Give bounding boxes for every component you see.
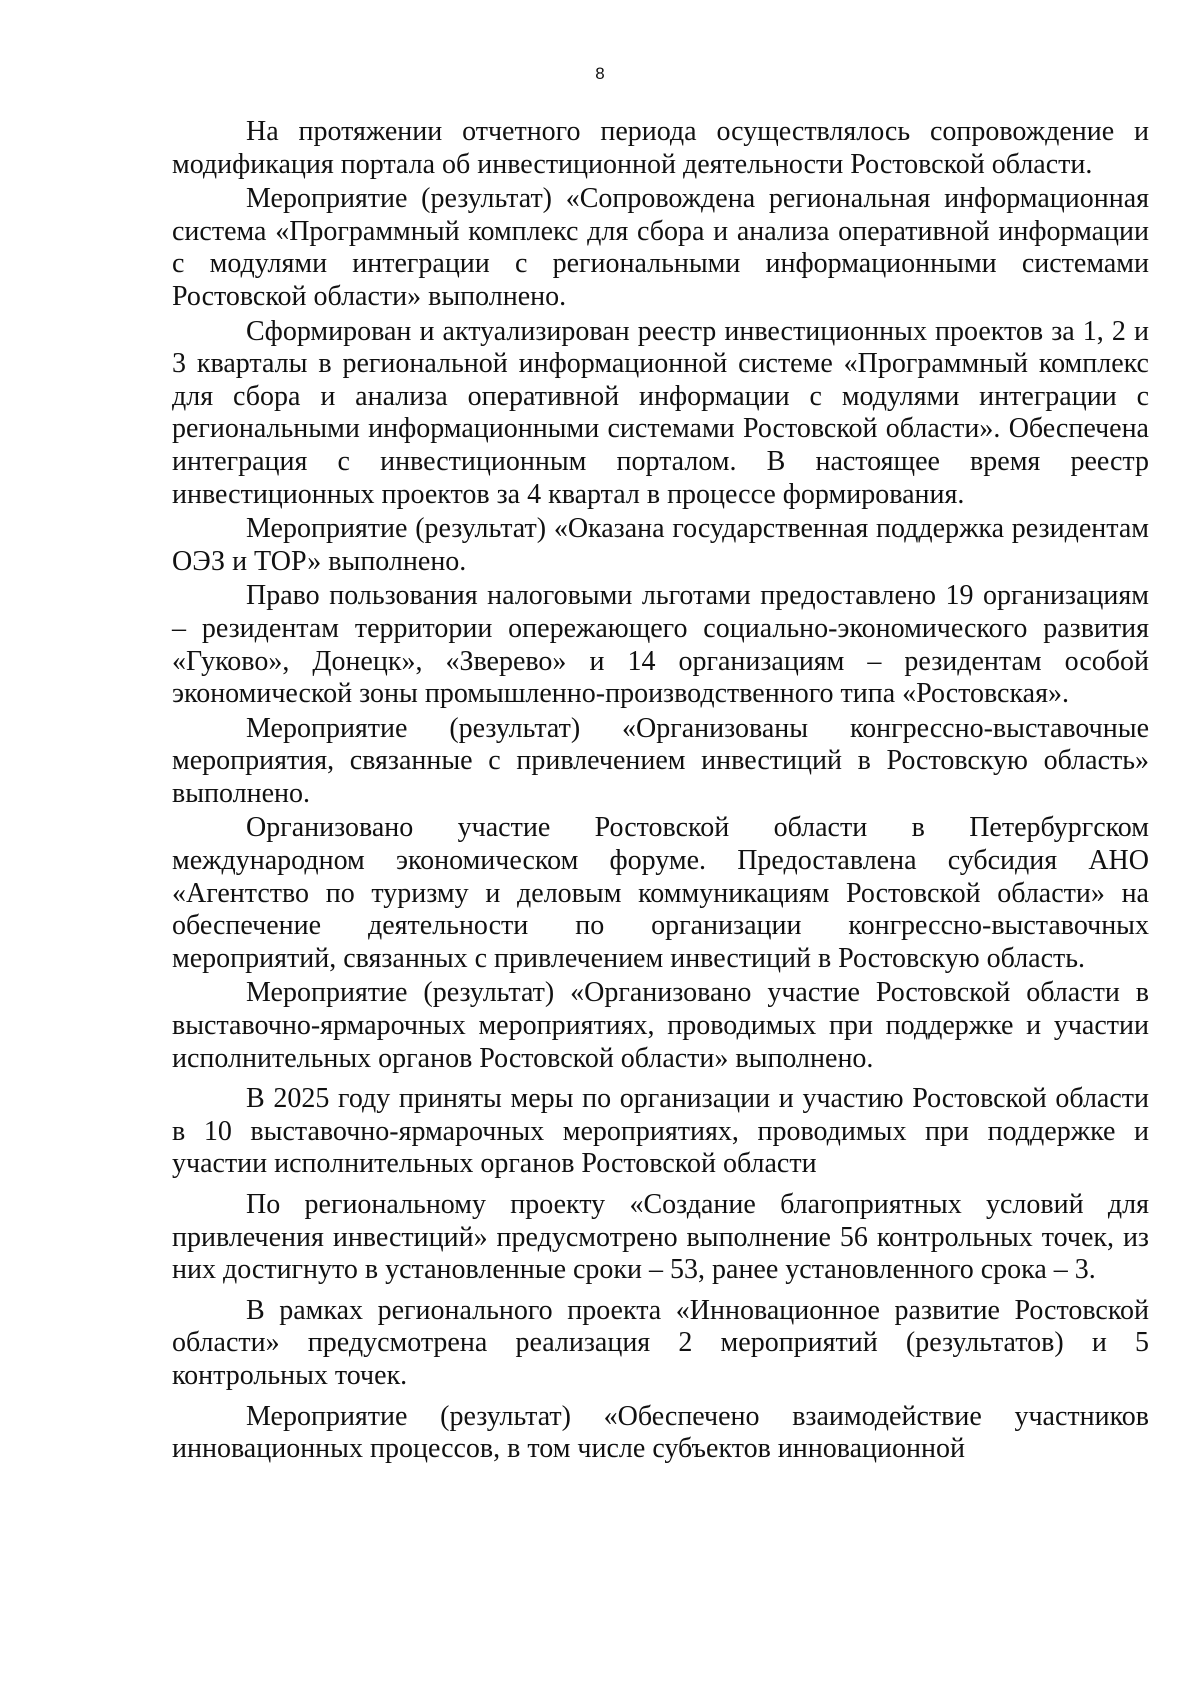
paragraph-exhibitions-result: Мероприятие (результат) «Организовано участие Ростовской области в выставочно-ярмарочных мероприятиях, проводимых при поддержке и участии исполнительных органов Ростовской области» выполнено.	[172, 977, 1149, 1074]
paragraph-spief-participation: Организовано участие Ростовской области в Петербургском международном экономическом форуме. Предоставлена субсидия АНО «Агентство по туризму и деловым коммуникациям Ростовской области» на обеспечение деятельности по организации конгрессно-выставочных мероприятий, связанных с привлечением инвестиций в Ростовскую область.	[172, 812, 1149, 974]
paragraph-support-residents-result: Мероприятие (результат) «Оказана государственная поддержка резидентам ОЭЗ и ТОР» выполнено.	[172, 513, 1149, 577]
paragraph-investment-registry: Сформирован и актуализирован реестр инвестиционных проектов за 1, 2 и 3 кварталы в региональной информационной системе «Программный комплекс для сбора и анализа оперативной информации с модулями интеграции с региональными информационными системами Ростовской области». Обеспечена интеграция с инвестиционным порталом. В настоящее время реестр инвестиционных проектов за 4 квартал в процессе формирования.	[172, 315, 1149, 510]
paragraph-portal-maintenance: На протяжении отчетного периода осуществлялось сопровождение и модификация портала об инвестиционной деятельности Ростовской области.	[172, 116, 1149, 180]
paragraph-tax-benefits: Право пользования налоговыми льготами предоставлено 19 организациям – резидентам территории опережающего социально-экономического развития «Гуково», Донецк», «Зверево» и 14 организациям – резидентам особой экономической зоны промышленно-производственного типа «Ростовская».	[172, 580, 1149, 710]
paragraph-innovation-project: В рамках регионального проекта «Инновационное развитие Ростовской области» предусмотрена реализация 2 мероприятий (результатов) и 5 контрольных точек.	[172, 1294, 1149, 1391]
page-number: 8	[595, 64, 605, 83]
document-body	[172, 116, 1149, 1468]
paragraph-control-points: По региональному проекту «Создание благоприятных условий для привлечения инвестиций» предусмотрено выполнение 56 контрольных точек, из них достигнуто в установленные сроки – 53, ранее установленного срока – 3.	[172, 1189, 1149, 1286]
paragraph-congress-events-result: Мероприятие (результат) «Организованы конгрессно-выставочные мероприятия, связанные с привлечением инвестиций в Ростовскую область» выполнено.	[172, 712, 1149, 809]
paragraph-regional-system-result: Мероприятие (результат) «Сопровождена региональная информационная система «Программный комплекс для сбора и анализа оперативной информации с модулями интеграции с региональными информационными системами Ростовской области» выполнено.	[172, 183, 1149, 312]
paragraph-exhibitions-2025: В 2025 году приняты меры по организации и участию Ростовской области в 10 выставочно-ярмарочных мероприятиях, проводимых при поддержке и участии исполнительных органов Ростовской области	[172, 1083, 1149, 1180]
paragraph-innovation-interaction: Мероприятие (результат) «Обеспечено взаимодействие участников инновационных процессов, в том числе субъектов инновационной	[172, 1400, 1149, 1465]
